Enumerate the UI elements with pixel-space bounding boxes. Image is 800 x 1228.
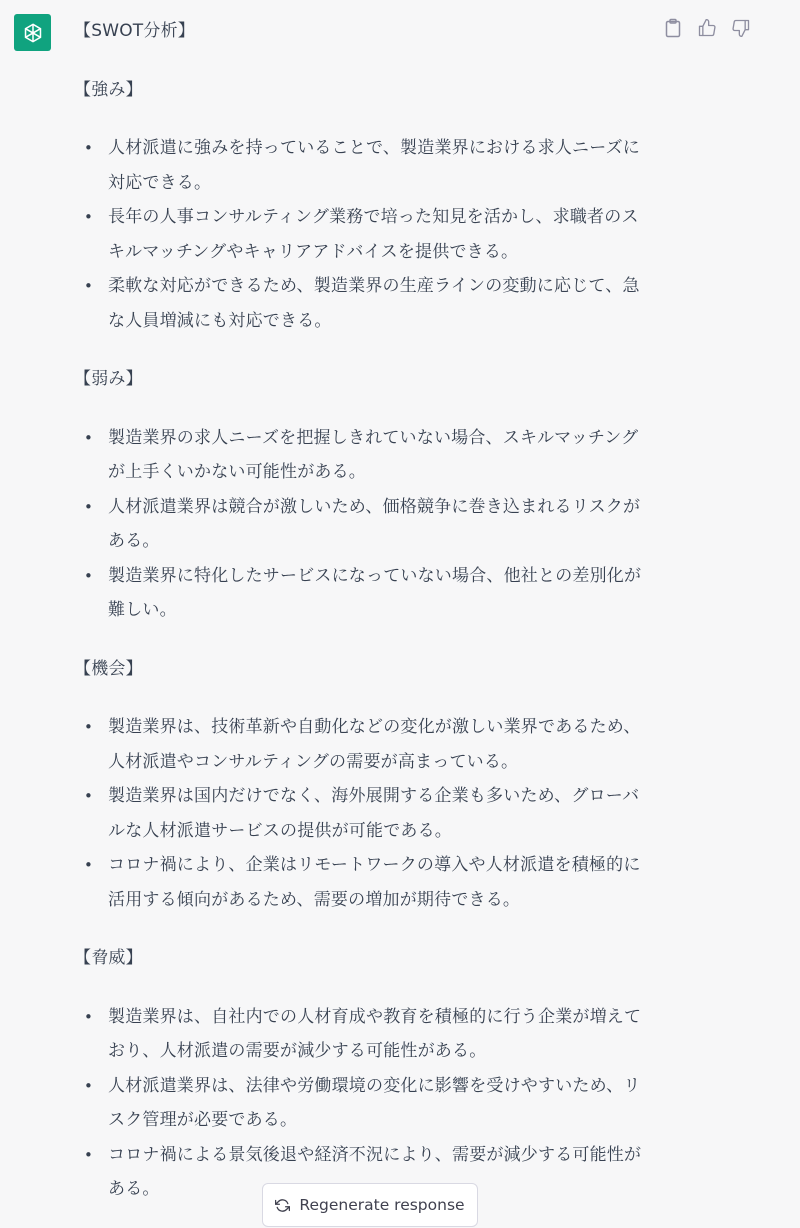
regenerate-label: Regenerate response [299,1196,465,1214]
message-content [74,14,654,1207]
list-item: • 柔軟な対応ができるため、製造業界の生産ラインの変動に応じて、急な人員増減にも対応できる。 [74,269,654,338]
message-actions [662,16,752,40]
dislike-button[interactable] [730,16,752,40]
thumbs-down-icon [731,18,751,38]
list-item: • 製造業界に特化したサービスになっていない場合、他社との差別化が難しい。 [74,559,654,628]
clipboard-icon [664,18,682,38]
list-item: • 製造業界は国内だけでなく、海外展開する企業も多いため、グローバルな人材派遣サービスの提供が可能である。 [74,779,654,848]
strengths-list [74,131,654,338]
threats-list [74,1000,654,1207]
assistant-avatar [14,14,51,51]
list-item: • コロナ禍による景気後退や経済不況により、需要が減少する可能性がある。 [74,1138,654,1207]
list-item: • 人材派遣業界は競合が激しいため、価格競争に巻き込まれるリスクがある。 [74,490,654,559]
openai-logo-icon [20,20,46,46]
list-item: • 人材派遣業界は、法律や労働環境の変化に影響を受けやすいため、リスク管理が必要である。 [74,1069,654,1138]
section-title-opportunities: 【機会】 [74,658,143,679]
copy-button[interactable] [662,16,684,40]
refresh-icon [275,1198,290,1213]
section-title-threats: 【脅威】 [74,948,143,968]
regenerate-response-button[interactable] [262,1183,478,1227]
list-item: • コロナ禍により、企業はリモートワークの導入や人材派遣を積極的に活用する傾向があるため、需要の増加が期待できる。 [74,848,654,917]
list-item: • 長年の人事コンサルティング業務で培った知見を活かし、求職者のスキルマッチングやキャリアアドバイスを提供できる。 [74,200,654,269]
list-item: • 製造業界の求人ニーズを把握しきれていない場合、スキルマッチングが上手くいかない可能性がある。 [74,421,654,490]
like-button[interactable] [696,16,718,40]
list-item: • 人材派遣に強みを持っていることで、製造業界における求人ニーズに対応できる。 [74,131,654,200]
section-title-weaknesses: 【弱み】 [74,369,143,389]
weaknesses-list [74,421,654,628]
list-item: • 製造業界は、自社内での人材育成や教育を積極的に行う企業が増えており、人材派遣の需要が減少する可能性がある。 [74,1000,654,1069]
list-item: • 製造業界は、技術革新や自動化などの変化が激しい業界であるため、人材派遣やコンサルティングの需要が高まっている。 [74,710,654,779]
thumbs-up-icon [697,18,717,38]
opportunities-list [74,710,654,917]
section-title-strengths: 【強み】 [74,79,143,100]
message-heading: 【SWOT分析】 [74,21,195,41]
